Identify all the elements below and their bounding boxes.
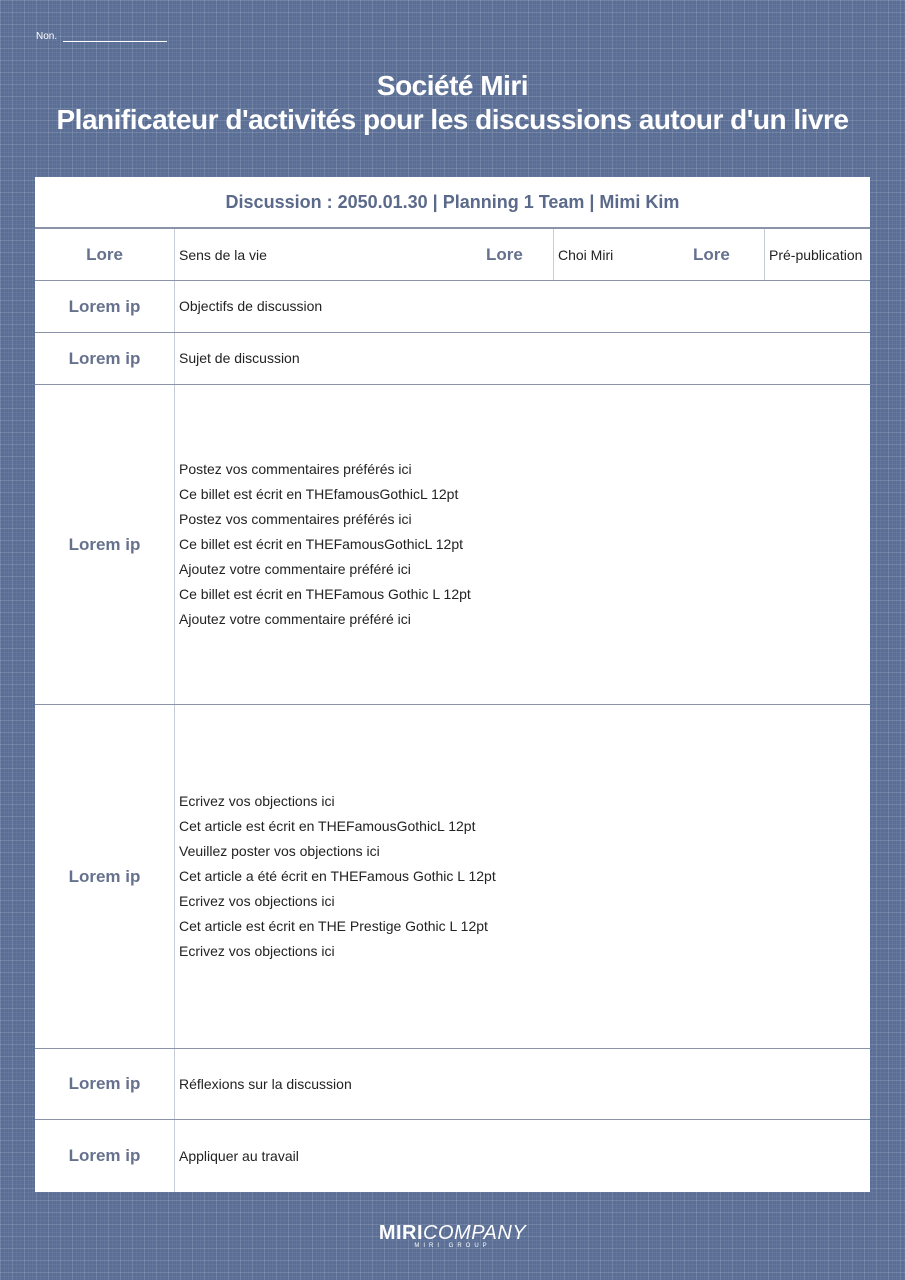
row-label: Lorem ip (35, 333, 175, 384)
objectives-row (35, 281, 870, 333)
reflections-row (35, 1049, 870, 1120)
content-line: Postez vos commentaires préférés ici (179, 511, 412, 527)
row-content (179, 385, 864, 704)
objections-row (35, 705, 870, 1049)
logo-brand-italic: COMPANY (423, 1222, 527, 1244)
content-line: Ecrivez vos objections ici (179, 893, 335, 909)
content-line: Veuillez poster vos objections ici (179, 843, 380, 859)
content-line: Cet article est écrit en THE Prestige Gothic L 12pt (179, 918, 488, 934)
content-line: Ajoutez votre commentaire préféré ici (179, 611, 411, 627)
info-divider-2 (764, 229, 765, 280)
row-content (179, 1120, 864, 1192)
name-field (36, 29, 167, 42)
logo-sub: MIRI GROUP (414, 1243, 491, 1249)
info-value-2-cell (558, 229, 613, 280)
row-label: Lorem ip (35, 281, 175, 332)
logo-brand-bold: MIRI (378, 1222, 424, 1244)
comments-row (35, 385, 870, 705)
info-label-3-cell (693, 229, 730, 280)
apply-row (35, 1120, 870, 1192)
content-line: Réflexions sur la discussion (179, 1075, 352, 1092)
info-row (35, 229, 870, 281)
discussion-header: Discussion : 2050.01.30 | Planning 1 Team | Mimi Kim (35, 177, 870, 229)
info-value-3-cell (769, 229, 862, 280)
info-label-2-cell (486, 229, 523, 280)
planner-title: Planificateur d'activités pour les discussions autour d'un livre (56, 104, 849, 135)
row-content (179, 333, 864, 384)
row-label: Lorem ip (35, 1120, 175, 1192)
content-line: Postez vos commentaires préférés ici (179, 461, 412, 477)
company-title: Société Miri (376, 70, 529, 101)
content-line: Ce billet est écrit en THEfamousGothicL 12pt (179, 486, 459, 502)
content-line: Ce billet est écrit en THEFamousGothicL 12pt (179, 536, 464, 552)
row-content (179, 281, 864, 332)
company-logo (0, 1222, 905, 1249)
content-line: Appliquer au travail (179, 1147, 299, 1164)
planner-sheet (35, 177, 870, 1192)
content-line: Cet article est écrit en THEFamousGothicL 12pt (179, 818, 476, 834)
name-label: Non. (36, 31, 58, 42)
row-label: Lorem ip (35, 1049, 175, 1119)
content-line: Cet article a été écrit en THEFamous Gothic L 12pt (179, 868, 496, 884)
content-line: Objectifs de discussion (179, 298, 323, 314)
info-value-1-cell (179, 229, 267, 280)
logo-brand (0, 1222, 905, 1245)
content-line: Ce billet est écrit en THEFamous Gothic L 12pt (179, 586, 471, 602)
info-divider-1 (553, 229, 554, 280)
info-value-2: Choi Miri (558, 246, 614, 263)
info-label-1: Lore (35, 229, 175, 280)
content-line: Ecrivez vos objections ici (179, 943, 335, 959)
content-line: Ecrivez vos objections ici (179, 793, 335, 809)
info-label-3: Lore (693, 244, 730, 264)
content-line: Sujet de discussion (179, 350, 300, 366)
row-content (179, 1049, 864, 1119)
info-label-2: Lore (486, 244, 523, 264)
row-label: Lorem ip (35, 705, 175, 1048)
info-value-3: Pré-publication (769, 246, 863, 263)
info-value-1: Sens de la vie (179, 246, 267, 263)
topic-row (35, 333, 870, 385)
row-label: Lorem ip (35, 385, 175, 704)
name-underline (63, 29, 167, 42)
row-content (179, 705, 864, 1048)
content-line: Ajoutez votre commentaire préféré ici (179, 561, 411, 577)
